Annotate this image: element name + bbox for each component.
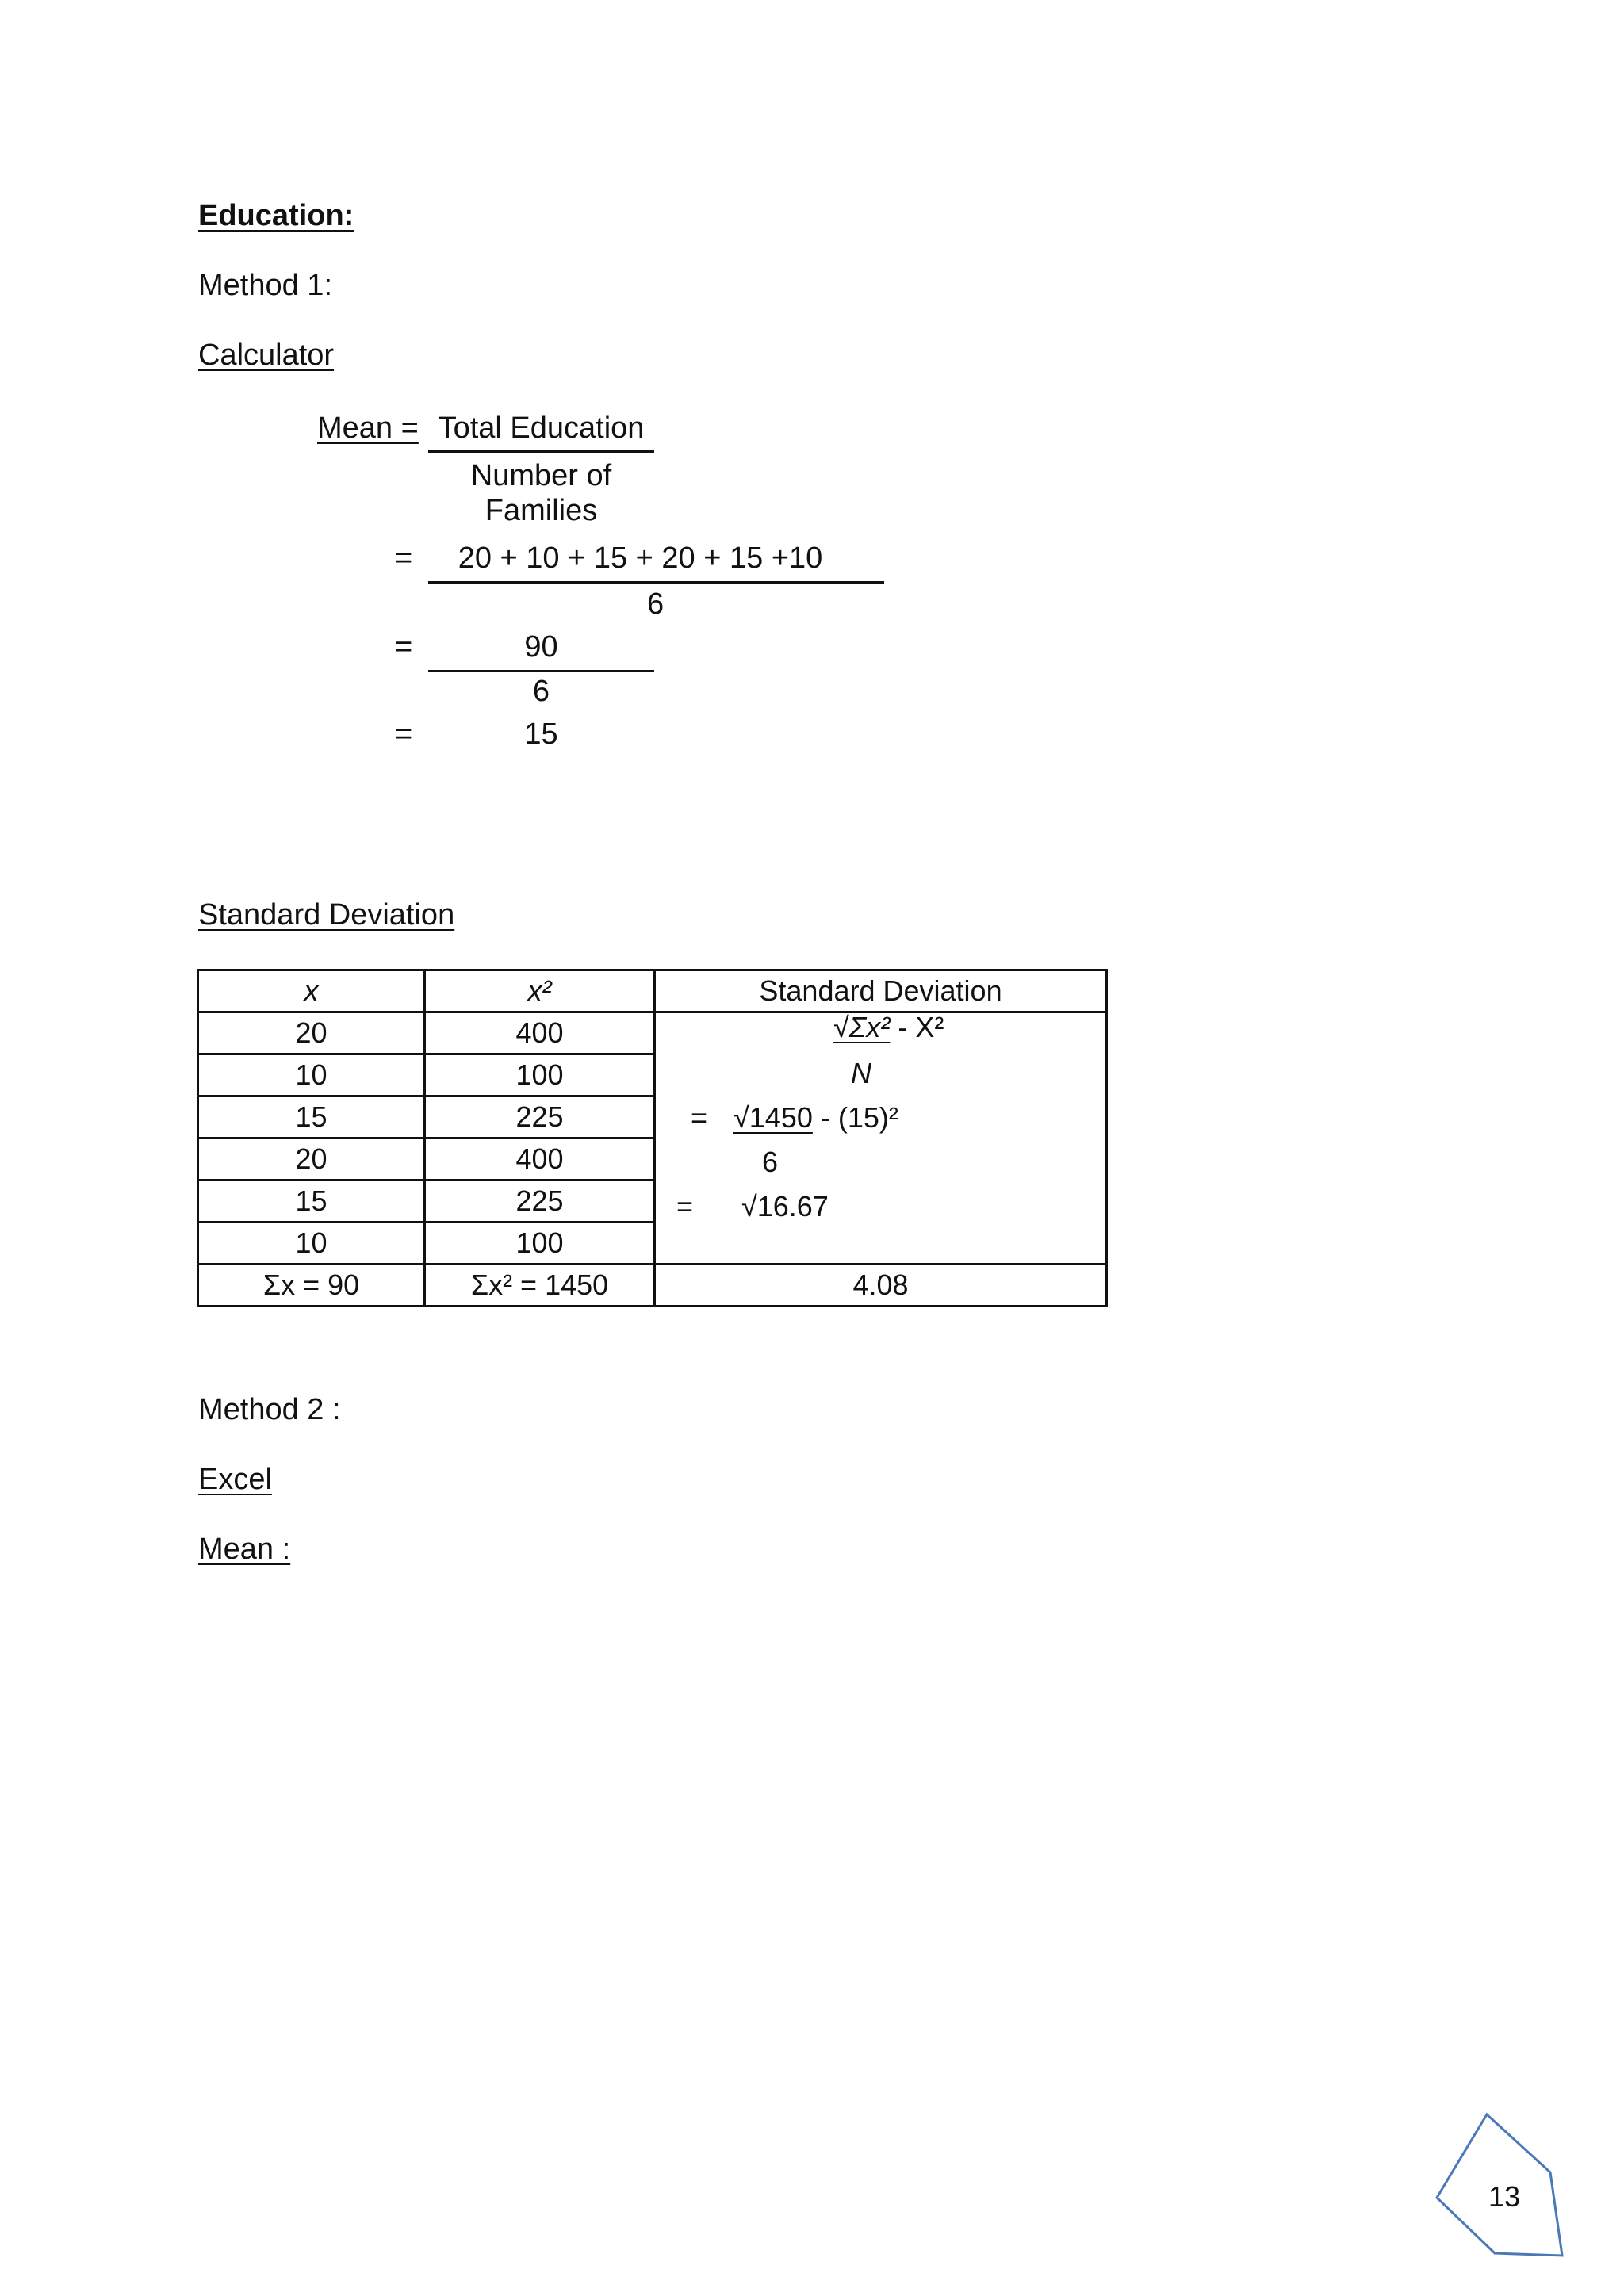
excel-subheading: Excel (198, 1463, 272, 1496)
mean-denominator-line1: Number of (470, 459, 612, 492)
formula-minus-square: - (15)² (812, 1101, 898, 1134)
formula-root-1450: √1450 (733, 1101, 813, 1134)
formula-minus-mean: - X² (890, 1011, 944, 1043)
step1-equals: = (395, 541, 413, 575)
step3-equals: = (395, 718, 413, 751)
fraction-bar (428, 581, 884, 584)
cell-x: 10 (198, 1054, 425, 1096)
mean-label: Mean = (317, 411, 419, 445)
calculator-subheading: Calculator (198, 339, 335, 372)
cell-x: 20 (198, 1012, 425, 1054)
section-title: Education: (198, 199, 354, 232)
cell-x-squared: 225 (425, 1096, 655, 1138)
cell-x-squared: 100 (425, 1054, 655, 1096)
fraction-bar (428, 450, 654, 453)
mean-denominator-line2: Families (485, 494, 598, 527)
formula-line5-equals: = (676, 1190, 694, 1223)
formula-line3 (733, 1100, 898, 1135)
page-number: 13 (1488, 2180, 1521, 2213)
formula-line4: 6 (762, 1146, 779, 1178)
cell-x: 20 (198, 1138, 425, 1181)
header-x: x (198, 970, 425, 1012)
std-dev-formula-cell (655, 1012, 1107, 1265)
step2-equals: = (395, 630, 413, 664)
cell-x-squared: 225 (425, 1181, 655, 1223)
method2-mean-label: Mean : (198, 1533, 291, 1566)
cell-x-squared: 400 (425, 1012, 655, 1054)
header-x-squared: x² (425, 970, 655, 1012)
formula-line1 (833, 1010, 944, 1045)
std-dev-heading: Standard Deviation (198, 898, 455, 932)
step3-value: 15 (524, 718, 558, 751)
page-number-tag (1423, 2109, 1582, 2260)
std-dev-result: 4.08 (655, 1265, 1107, 1307)
formula-line3-equals: = (691, 1101, 708, 1134)
cell-x-squared: 100 (425, 1223, 655, 1265)
table-row (198, 1012, 1107, 1054)
header-std-dev: Standard Deviation (655, 970, 1107, 1012)
mean-numerator: Total Education (438, 411, 645, 445)
method2-label: Method 2 : (198, 1393, 341, 1426)
formula-line2: N (851, 1057, 871, 1089)
cell-x: 15 (198, 1096, 425, 1138)
formula-root-sum: √Σx² (833, 1011, 891, 1043)
step1-denominator: 6 (647, 587, 665, 621)
step2-denominator: 6 (532, 675, 550, 708)
total-x: Σx = 90 (198, 1265, 425, 1307)
table-totals-row (198, 1265, 1107, 1307)
std-dev-table (197, 969, 1108, 1307)
formula-line5: √16.67 (741, 1190, 829, 1223)
method1-label: Method 1: (198, 269, 332, 302)
step2-numerator: 90 (524, 630, 558, 664)
total-x-squared: Σx² = 1450 (425, 1265, 655, 1307)
cell-x: 15 (198, 1181, 425, 1223)
table-header-row (198, 970, 1107, 1012)
cell-x-squared: 400 (425, 1138, 655, 1181)
step1-numerator: 20 + 10 + 15 + 20 + 15 +10 (458, 541, 823, 575)
cell-x: 10 (198, 1223, 425, 1265)
fraction-bar (428, 670, 654, 672)
